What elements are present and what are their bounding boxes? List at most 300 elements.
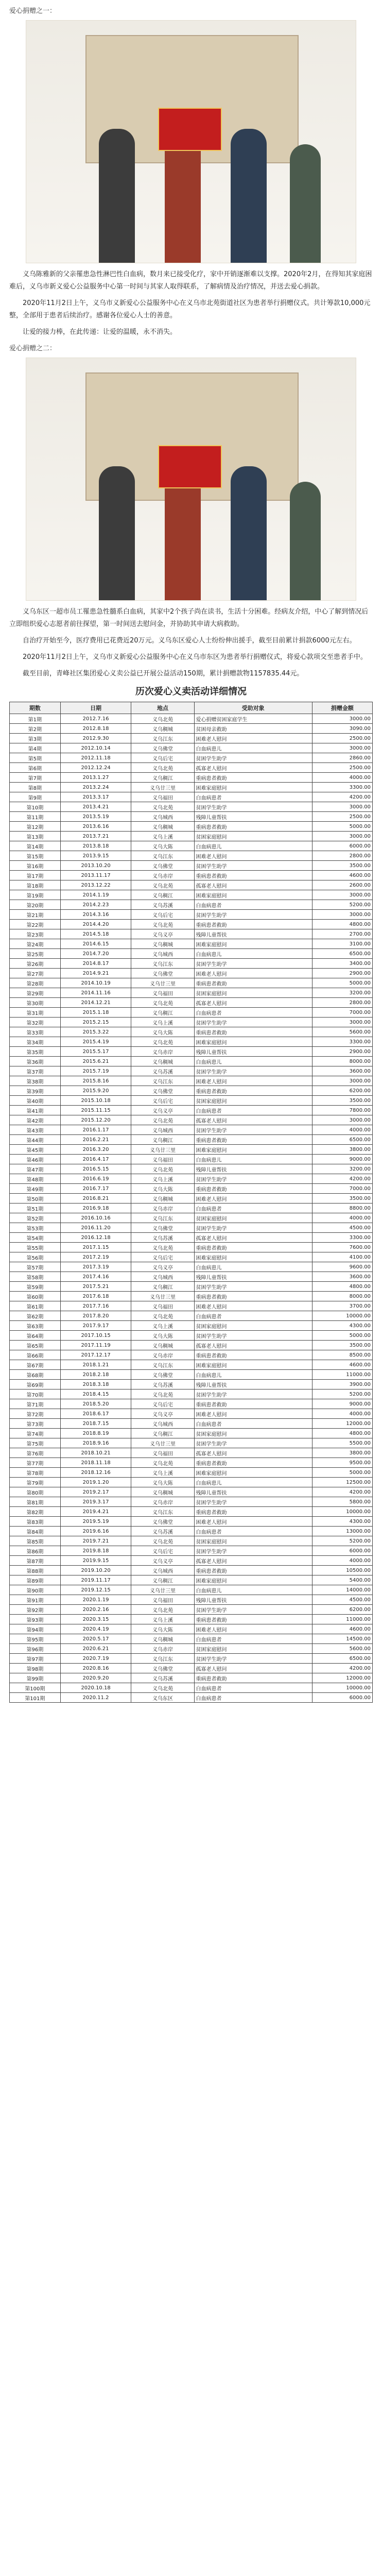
table-cell: 残障儿童帮扶 [194,1047,312,1057]
table-row [10,988,373,998]
table-cell: 义乌福田 [131,1155,194,1164]
table-cell: 重病患者救助 [194,1566,312,1575]
table-cell: 困难家庭慰问 [194,1575,312,1585]
table-row [10,969,373,978]
table-cell: 4000.00 [312,1125,372,1135]
table-cell: 义乌稠江 [131,1429,194,1438]
table-cell: 贫困学生助学 [194,1497,312,1507]
table-cell: 白血病患者 [194,1204,312,1213]
table-row [10,1057,373,1066]
table-cell: 孤寡老人慰问 [194,880,312,890]
table-row [10,1438,373,1448]
table-cell: 2019.3.17 [60,1497,131,1507]
column-header: 捐赠金额 [312,702,372,714]
table-cell: 义乌稠江 [131,1008,194,1018]
table-cell: 9000.00 [312,1155,372,1164]
table-cell: 义乌稠城 [131,1487,194,1497]
table-cell: 义乌大陈 [131,1027,194,1037]
table-cell: 第76期 [10,1448,61,1458]
table-row [10,920,373,929]
table-cell: 4800.00 [312,1282,372,1292]
table-cell: 2016.10.16 [60,1213,131,1223]
table-cell: 2015.6.21 [60,1057,131,1066]
table-cell: 白血病患者 [194,1527,312,1536]
table-cell: 2800.00 [312,851,372,861]
table-cell: 4300.00 [312,1321,372,1331]
table-cell: 义乌稠江 [131,890,194,900]
table-cell: 2018.10.21 [60,1448,131,1458]
table-cell: 3800.00 [312,1145,372,1155]
table-cell: 贫困家庭慰问 [194,1096,312,1106]
table-cell: 白血病患儿 [194,1478,312,1487]
table-cell: 义乌佛堂 [131,969,194,978]
table-cell: 2013.10.20 [60,861,131,871]
section2-paragraph: 2020年11月2日上午，义乌市义新爱心公益服务中心在义乌市东区为患者举行捐赠仪式，将爱心款项交至患者手中。 [23,653,367,662]
table-cell: 义乌廿三里 [131,783,194,792]
table-cell: 困难家庭慰问 [194,1145,312,1155]
table-cell: 贫困学生助学 [194,753,312,763]
table-cell: 义乌福田 [131,792,194,802]
table-cell: 3000.00 [312,1018,372,1027]
table-cell: 2013.12.22 [60,880,131,890]
table-row [10,1468,373,1478]
table-cell: 6500.00 [312,1654,372,1664]
table-cell: 2015.12.20 [60,1115,131,1125]
table-row [10,1311,373,1321]
table-cell: 困难老人慰问 [194,1076,312,1086]
table-row [10,1282,373,1292]
table-cell: 贫困母亲救助 [194,724,312,734]
table-cell: 2016.7.17 [60,1184,131,1194]
table-cell: 第24期 [10,939,61,949]
table-row [10,1106,373,1115]
table-row [10,1164,373,1174]
table-cell: 第17期 [10,871,61,880]
table-cell: 2012.7.16 [60,714,131,724]
table-cell: 义乌上溪 [131,1321,194,1331]
table-cell: 贫困家庭慰问 [194,1644,312,1654]
table-header-row [10,702,373,714]
table-row [10,1350,373,1360]
table-cell: 2018.4.15 [60,1389,131,1399]
table-cell: 第62期 [10,1311,61,1321]
table-row [10,1243,373,1252]
table-row [10,1135,373,1145]
table-cell: 3500.00 [312,1096,372,1106]
table-cell: 第36期 [10,1057,61,1066]
table-cell: 2900.00 [312,1047,372,1057]
table-cell: 4200.00 [312,1664,372,1673]
table-cell: 4600.00 [312,871,372,880]
table-cell: 第34期 [10,1037,61,1047]
donation-certificate [158,445,222,488]
table-cell: 第49期 [10,1184,61,1194]
section2-paragraph: 义乌东区一超市员工罹患急性髓系白血病，其家中2个孩子尚在读书，生活十分困难。经病友介绍，中心了解到情况后立即组织爱心志愿者前往探望，第一时间送去慰问金，并协助其申请大病救助。 [9,608,369,629]
table-cell: 孤寡老人慰问 [194,1233,312,1243]
section2-heading: 爱心捐赠之二： [9,345,57,353]
table-cell: 重病患者救助 [194,1086,312,1096]
table-cell: 2019.12.15 [60,1585,131,1595]
table-cell: 13000.00 [312,1527,372,1536]
table-cell: 2600.00 [312,880,372,890]
table-cell: 白血病患者 [194,1683,312,1693]
table-cell: 贫困学生助学 [194,1282,312,1292]
table-cell: 4200.00 [312,1487,372,1497]
table-cell: 困难家庭慰问 [194,1037,312,1047]
table-cell: 2013.4.21 [60,802,131,812]
table-cell: 贫困学生助学 [194,1018,312,1027]
table-cell: 义乌江东 [131,1507,194,1517]
table-cell: 4100.00 [312,1252,372,1262]
table-cell: 第72期 [10,1409,61,1419]
table-cell: 2015.7.19 [60,1066,131,1076]
table-cell: 贫困学生助学 [194,910,312,920]
table-cell: 4300.00 [312,1517,372,1527]
table-row [10,1527,373,1536]
table-cell: 白血病患者 [194,1311,312,1321]
table-cell: 第6期 [10,763,61,773]
table-cell: 第69期 [10,1380,61,1389]
table-row [10,1409,373,1419]
table-row [10,1321,373,1331]
table-cell: 10000.00 [312,1683,372,1693]
table-cell: 10500.00 [312,1566,372,1575]
table-cell: 第100期 [10,1683,61,1693]
table-cell: 3500.00 [312,861,372,871]
table-cell: 重病患者救助 [194,1243,312,1252]
table-cell: 2014.3.16 [60,910,131,920]
table-cell: 第3期 [10,734,61,743]
table-row [10,1507,373,1517]
table-cell: 4000.00 [312,1409,372,1419]
table-row [10,1233,373,1243]
table-cell: 困难老人慰问 [194,1301,312,1311]
table-cell: 4600.00 [312,1360,372,1370]
table-cell: 2800.00 [312,998,372,1008]
table-cell: 第56期 [10,1252,61,1262]
table-cell: 义乌赤岸 [131,1350,194,1360]
table-cell: 义乌北苑 [131,1037,194,1047]
table-row [10,1360,373,1370]
table-cell: 第90期 [10,1585,61,1595]
table-cell: 第12期 [10,822,61,832]
table-cell: 白血病患者 [194,792,312,802]
table-cell: 2020.8.16 [60,1664,131,1673]
table-cell: 义乌佛堂 [131,743,194,753]
table-cell: 义乌北苑 [131,1683,194,1693]
table-cell: 2017.10.15 [60,1331,131,1341]
table-cell: 第14期 [10,841,61,851]
table-cell: 2014.7.20 [60,949,131,959]
table-cell: 第20期 [10,900,61,910]
table-cell: 第70期 [10,1389,61,1399]
table-cell: 白血病患者 [194,1693,312,1703]
table-cell: 义乌义亭 [131,929,194,939]
table-cell: 2016.1.17 [60,1125,131,1135]
table-cell: 第71期 [10,1399,61,1409]
table-cell: 5200.00 [312,1536,372,1546]
table-cell: 2700.00 [312,929,372,939]
table-cell: 第27期 [10,969,61,978]
table-cell: 第94期 [10,1624,61,1634]
table-row [10,1262,373,1272]
table-cell: 第85期 [10,1536,61,1546]
table-cell: 3300.00 [312,783,372,792]
table-row [10,1566,373,1575]
table-cell: 第30期 [10,998,61,1008]
table-cell: 困难老人慰问 [194,1517,312,1527]
table-cell: 第80期 [10,1487,61,1497]
table-cell: 白血病患者 [194,1634,312,1644]
table-cell: 3500.00 [312,1194,372,1204]
table-cell: 第98期 [10,1664,61,1673]
table-cell: 义乌后宅 [131,1252,194,1262]
table-cell: 义乌江东 [131,1360,194,1370]
table-cell: 义乌赤岸 [131,1204,194,1213]
table-cell: 义乌大陈 [131,841,194,851]
table-cell: 3600.00 [312,1272,372,1282]
table-cell: 白血病患者 [194,1419,312,1429]
table-cell: 3000.00 [312,743,372,753]
table-cell: 第32期 [10,1018,61,1027]
table-cell: 第8期 [10,783,61,792]
table-cell: 5800.00 [312,1497,372,1507]
table-cell: 困难家庭慰问 [194,939,312,949]
table-cell: 6000.00 [312,841,372,851]
table-cell: 义乌廿三里 [131,1585,194,1595]
table-cell: 2020.3.15 [60,1615,131,1624]
table-cell: 2017.8.20 [60,1311,131,1321]
table-cell: 义乌北苑 [131,763,194,773]
table-cell: 2014.11.16 [60,988,131,998]
table-row [10,763,373,773]
section1-heading: 爱心捐赠之一： [9,7,57,15]
table-cell: 3100.00 [312,939,372,949]
table-cell: 重病患者救助 [194,1027,312,1037]
person-figure [231,466,267,600]
table-cell: 4000.00 [312,773,372,783]
table-row [10,880,373,890]
table-cell: 2012.9.30 [60,734,131,743]
table-cell: 义乌大陈 [131,1478,194,1487]
table-cell: 第87期 [10,1556,61,1566]
table-row [10,714,373,724]
table-cell: 义乌赤岸 [131,1497,194,1507]
table-row [10,1223,373,1233]
table-cell: 义乌大陈 [131,1331,194,1341]
table-cell: 第97期 [10,1654,61,1664]
table-cell: 困难老人慰问 [194,851,312,861]
table-cell: 义乌上溪 [131,1018,194,1027]
table-row [10,1389,373,1399]
section1-paragraph: 让爱的接力棒，在此传递：让爱的温暖，永不消失。 [23,328,177,336]
table-cell: 第25期 [10,949,61,959]
table-cell: 4000.00 [312,1213,372,1223]
table-row [10,929,373,939]
table-row [10,1341,373,1350]
table-cell: 第101期 [10,1693,61,1703]
table-cell: 6500.00 [312,949,372,959]
table-cell: 第67期 [10,1360,61,1370]
table-cell: 义乌城西 [131,949,194,959]
table-cell: 3400.00 [312,959,372,969]
table-cell: 2014.10.19 [60,978,131,988]
table-row [10,1213,373,1223]
table-cell: 困难老人慰问 [194,1624,312,1634]
table-cell: 义乌佛堂 [131,861,194,871]
table-cell: 3200.00 [312,1164,372,1174]
table-cell: 2019.1.20 [60,1478,131,1487]
table-cell: 3000.00 [312,802,372,812]
table-row [10,1331,373,1341]
table-row [10,1585,373,1595]
table-cell: 2017.4.16 [60,1272,131,1282]
table-row [10,1429,373,1438]
table-cell: 贫困学生助学 [194,1223,312,1233]
table-cell: 残障儿童帮扶 [194,1164,312,1174]
table-cell: 困难家庭慰问 [194,783,312,792]
table-cell: 义乌大陈 [131,1184,194,1194]
table-cell: 3000.00 [312,1115,372,1125]
table-cell: 第51期 [10,1204,61,1213]
table-cell: 第59期 [10,1282,61,1292]
table-cell: 义乌北苑 [131,1536,194,1546]
table-cell: 9600.00 [312,1262,372,1272]
table-cell: 残障儿童帮扶 [194,1272,312,1282]
table-cell: 白血病患儿 [194,1370,312,1380]
table-cell: 义乌赤岸 [131,1644,194,1654]
table-cell: 2015.10.18 [60,1096,131,1106]
table-cell: 4600.00 [312,1624,372,1634]
table-cell: 2014.4.20 [60,920,131,929]
table-cell: 第99期 [10,1673,61,1683]
table-cell: 残障儿童帮扶 [194,1380,312,1389]
table-cell: 2015.3.22 [60,1027,131,1037]
table-cell: 第21期 [10,910,61,920]
table-row [10,1370,373,1380]
table-cell: 2860.00 [312,753,372,763]
table-cell: 孤寡老人慰问 [194,1556,312,1566]
table-cell: 第15期 [10,851,61,861]
table-cell: 重病患者救助 [194,1458,312,1468]
table-cell: 5600.00 [312,1644,372,1654]
table-row [10,1076,373,1086]
table-cell: 义乌北苑 [131,920,194,929]
table-cell: 2014.6.15 [60,939,131,949]
table-cell: 2016.2.21 [60,1135,131,1145]
table-cell: 残障儿童帮扶 [194,1487,312,1497]
table-cell: 9500.00 [312,1458,372,1468]
table-row [10,1624,373,1634]
table-row [10,1272,373,1282]
table-cell: 义乌廿三里 [131,978,194,988]
table-cell: 义乌北苑 [131,1115,194,1125]
table-row [10,1664,373,1673]
table-cell: 第66期 [10,1350,61,1360]
table-cell: 第19期 [10,890,61,900]
table-cell: 2014.12.21 [60,998,131,1008]
table-row [10,1536,373,1546]
table-cell: 2015.8.16 [60,1076,131,1086]
table-cell: 2016.9.18 [60,1204,131,1213]
table-cell: 5000.00 [312,1331,372,1341]
table-cell: 重病患者救助 [194,822,312,832]
table-row [10,1497,373,1507]
table-cell: 第91期 [10,1595,61,1605]
table-cell: 第84期 [10,1527,61,1536]
table-cell: 2016.6.19 [60,1174,131,1184]
table-cell: 2020.9.20 [60,1673,131,1683]
table-row [10,783,373,792]
table-cell: 义乌大陈 [131,1624,194,1634]
table-cell: 贫困学生助学 [194,1546,312,1556]
table-cell: 白血病患儿 [194,743,312,753]
table-cell: 贫困家庭慰问 [194,1213,312,1223]
table-cell: 第58期 [10,1272,61,1282]
table-row [10,734,373,743]
table-cell: 2016.12.18 [60,1233,131,1243]
table-row [10,1673,373,1683]
table-row [10,998,373,1008]
table-row [10,939,373,949]
table-cell: 重病患者救助 [194,920,312,929]
table-row [10,753,373,763]
table-cell: 2020.7.19 [60,1654,131,1664]
table-cell: 重病患者救助 [194,1135,312,1145]
table-cell: 义乌上溪 [131,1468,194,1478]
table-cell: 第96期 [10,1644,61,1654]
table-cell: 孤寡老人慰问 [194,1448,312,1458]
table-cell: 第44期 [10,1135,61,1145]
person-figure [99,129,135,263]
table-cell: 3500.00 [312,1341,372,1350]
table-row [10,812,373,822]
table-body [10,714,373,1703]
table-cell: 第38期 [10,1076,61,1086]
table-row [10,1047,373,1057]
table-cell: 2019.8.18 [60,1546,131,1556]
table-row [10,871,373,880]
table-cell: 第83期 [10,1517,61,1527]
table-cell: 第45期 [10,1145,61,1155]
table-cell: 贫困学生助学 [194,1125,312,1135]
table-cell: 第60期 [10,1292,61,1301]
table-cell: 白血病患者 [194,900,312,910]
table-cell: 5400.00 [312,1575,372,1585]
table-cell: 第40期 [10,1096,61,1106]
table-cell: 5000.00 [312,978,372,988]
table-cell: 义乌稠江 [131,773,194,783]
table-cell: 3900.00 [312,1380,372,1389]
table-cell: 贫困学生助学 [194,861,312,871]
table-row [10,1204,373,1213]
table-cell: 2014.2.23 [60,900,131,910]
table-row [10,851,373,861]
table-cell: 3000.00 [312,890,372,900]
table-cell: 2017.1.15 [60,1243,131,1252]
table-row [10,792,373,802]
table-row [10,1683,373,1693]
table-cell: 7800.00 [312,1106,372,1115]
table-cell: 2500.00 [312,812,372,822]
table-cell: 第89期 [10,1575,61,1585]
column-header: 期数 [10,702,61,714]
table-cell: 2015.9.20 [60,1086,131,1096]
table-cell: 义乌苏溪 [131,900,194,910]
table-cell: 2017.6.18 [60,1292,131,1301]
table-cell: 2018.6.17 [60,1409,131,1419]
table-cell: 义乌福田 [131,1595,194,1605]
